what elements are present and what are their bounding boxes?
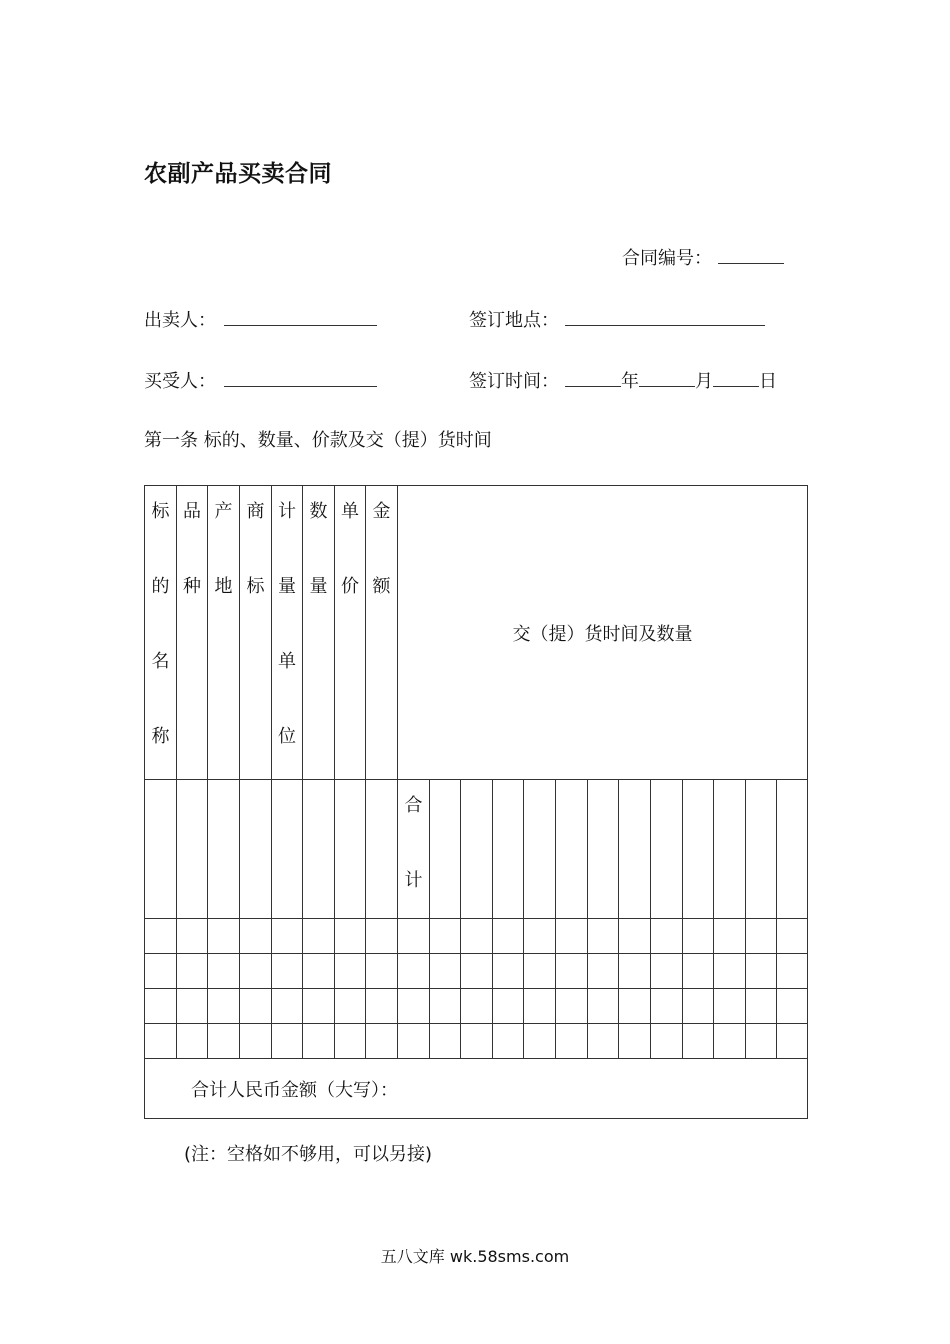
table-cell[interactable] (240, 989, 272, 1024)
subtotal-char: 合 (404, 795, 423, 816)
table-cell[interactable] (303, 1024, 335, 1059)
table-cell[interactable] (651, 919, 683, 954)
seller-blank (224, 309, 377, 326)
table-cell[interactable] (524, 989, 556, 1024)
document-title: 农副产品买卖合同 (144, 161, 332, 187)
header-char: 地 (214, 576, 233, 597)
table-cell (461, 780, 493, 919)
header-char: 名 (151, 651, 170, 672)
table-cell[interactable] (366, 954, 398, 989)
table-cell[interactable] (430, 989, 461, 1024)
delivery-time-quantity-header: 交（提）货时间及数量 (398, 486, 808, 780)
amount-header (366, 486, 398, 780)
table-cell[interactable] (588, 954, 619, 989)
header-char: 计 (278, 501, 296, 522)
table-cell[interactable] (145, 919, 177, 954)
header-char: 单 (341, 501, 359, 522)
table-note: (注：空格如不够用，可以另接) (184, 1144, 433, 1165)
table-cell[interactable] (335, 1024, 366, 1059)
table-subtotal-row (145, 780, 808, 919)
table-cell[interactable] (303, 919, 335, 954)
contract-number-field (622, 244, 784, 270)
signing-place-blank (565, 309, 765, 326)
trademark-header (240, 486, 272, 780)
day-blank (713, 370, 759, 387)
header-char: 量 (309, 576, 328, 597)
header-char: 位 (278, 726, 296, 747)
table-cell[interactable] (272, 954, 303, 989)
table-cell[interactable] (556, 954, 588, 989)
table-cell[interactable] (493, 954, 524, 989)
table-cell[interactable] (777, 919, 808, 954)
table-cell[interactable] (366, 989, 398, 1024)
header-char: 数 (309, 501, 328, 522)
month-label: 月 (695, 371, 713, 392)
unit-header (272, 486, 303, 780)
table-cell[interactable] (335, 989, 366, 1024)
table-cell[interactable] (746, 989, 777, 1024)
table-cell (366, 780, 398, 919)
table-cell[interactable] (366, 1024, 398, 1059)
buyer-blank (224, 370, 377, 387)
table-cell[interactable] (714, 919, 746, 954)
table-cell[interactable] (430, 954, 461, 989)
table-cell[interactable] (335, 954, 366, 989)
header-char: 的 (151, 576, 170, 597)
table-cell[interactable] (683, 989, 714, 1024)
subtotal-char: 计 (404, 870, 423, 891)
table-cell (714, 780, 746, 919)
header-char: 品 (183, 501, 201, 522)
total-amount-in-words-label: 合计人民币金额（大写）： (145, 1059, 808, 1119)
table-cell (493, 780, 524, 919)
table-cell[interactable] (303, 954, 335, 989)
table-cell[interactable] (398, 919, 430, 954)
subtotal-label (398, 780, 430, 919)
table-cell (651, 780, 683, 919)
origin-header (208, 486, 240, 780)
table-cell[interactable] (177, 989, 208, 1024)
year-blank (565, 370, 621, 387)
signing-time-field (469, 367, 777, 393)
table-cell[interactable] (430, 1024, 461, 1059)
table-row (145, 954, 808, 989)
variety-header (177, 486, 208, 780)
table-cell[interactable] (240, 919, 272, 954)
table-cell[interactable] (177, 1024, 208, 1059)
table-cell[interactable] (493, 1024, 524, 1059)
buyer-field (144, 367, 377, 393)
table-cell[interactable] (683, 1024, 714, 1059)
contract-number-blank (718, 247, 784, 264)
header-char: 商 (246, 501, 265, 522)
table-cell[interactable] (240, 954, 272, 989)
table-total-row (145, 1059, 808, 1119)
table-cell[interactable] (746, 1024, 777, 1059)
table-cell (777, 780, 808, 919)
table-cell[interactable] (145, 989, 177, 1024)
table-cell (303, 780, 335, 919)
header-char: 价 (341, 576, 359, 597)
header-char: 标 (151, 501, 170, 522)
table-cell[interactable] (524, 919, 556, 954)
table-cell (430, 780, 461, 919)
table-cell[interactable] (272, 1024, 303, 1059)
table-cell[interactable] (556, 989, 588, 1024)
table-cell[interactable] (366, 919, 398, 954)
year-label: 年 (621, 371, 639, 392)
table-cell[interactable] (556, 919, 588, 954)
table-cell[interactable] (398, 1024, 430, 1059)
table-cell[interactable] (430, 919, 461, 954)
table-row (145, 919, 808, 954)
table-cell (619, 780, 651, 919)
table-cell (746, 780, 777, 919)
table-cell[interactable] (208, 954, 240, 989)
table-cell[interactable] (208, 919, 240, 954)
table-cell[interactable] (619, 954, 651, 989)
table-cell[interactable] (556, 1024, 588, 1059)
table-cell[interactable] (588, 1024, 619, 1059)
table-cell (272, 780, 303, 919)
table-cell[interactable] (335, 919, 366, 954)
header-char: 种 (183, 576, 201, 597)
table-cell[interactable] (461, 919, 493, 954)
table-cell[interactable] (145, 954, 177, 989)
table-cell[interactable] (461, 989, 493, 1024)
table-cell[interactable] (524, 1024, 556, 1059)
header-char: 称 (151, 726, 170, 747)
table-cell[interactable] (651, 1024, 683, 1059)
table-cell[interactable] (145, 1024, 177, 1059)
quantity-header (303, 486, 335, 780)
table-cell[interactable] (714, 954, 746, 989)
table-cell[interactable] (588, 919, 619, 954)
table-cell[interactable] (651, 954, 683, 989)
table-cell[interactable] (272, 989, 303, 1024)
contract-number-label: 合同编号： (622, 248, 712, 269)
table-row (145, 1024, 808, 1059)
table-cell[interactable] (777, 1024, 808, 1059)
table-cell[interactable] (714, 989, 746, 1024)
unit-price-header (335, 486, 366, 780)
table-cell[interactable] (177, 954, 208, 989)
table-cell[interactable] (619, 919, 651, 954)
header-char: 金 (372, 501, 391, 522)
table-cell[interactable] (303, 989, 335, 1024)
seller-field (144, 306, 377, 332)
table-cell[interactable] (588, 989, 619, 1024)
footer-watermark: 五八文库 wk.58sms.com (380, 1247, 570, 1266)
table-cell[interactable] (461, 954, 493, 989)
table-cell[interactable] (651, 989, 683, 1024)
table-cell (524, 780, 556, 919)
table-cell[interactable] (777, 989, 808, 1024)
table-cell (588, 780, 619, 919)
table-cell[interactable] (240, 1024, 272, 1059)
table-cell[interactable] (683, 954, 714, 989)
table-cell[interactable] (524, 954, 556, 989)
table-cell[interactable] (683, 919, 714, 954)
table-cell (177, 780, 208, 919)
table-cell (683, 780, 714, 919)
table-cell[interactable] (619, 989, 651, 1024)
goods-table (144, 485, 808, 1119)
table-cell[interactable] (461, 1024, 493, 1059)
signing-place-field (469, 306, 765, 332)
header-char: 产 (214, 501, 233, 522)
table-cell[interactable] (493, 989, 524, 1024)
signing-place-label: 签订地点： (469, 310, 559, 331)
table-cell[interactable] (208, 1024, 240, 1059)
subject-name-header (145, 486, 177, 780)
table-cell[interactable] (746, 954, 777, 989)
table-cell[interactable] (493, 919, 524, 954)
table-cell[interactable] (746, 919, 777, 954)
table-cell (145, 780, 177, 919)
table-cell (556, 780, 588, 919)
article-1-heading: 第一条 标的、数量、价款及交（提）货时间 (144, 430, 492, 451)
table-cell[interactable] (714, 1024, 746, 1059)
seller-label: 出卖人： (144, 310, 216, 331)
day-label: 日 (759, 371, 777, 392)
table-cell[interactable] (398, 954, 430, 989)
buyer-label: 买受人： (144, 371, 216, 392)
table-cell[interactable] (777, 954, 808, 989)
table-cell (208, 780, 240, 919)
header-char: 标 (246, 576, 265, 597)
table-cell[interactable] (272, 919, 303, 954)
table-row (145, 989, 808, 1024)
header-char: 量 (278, 576, 296, 597)
month-blank (639, 370, 695, 387)
table-cell[interactable] (208, 989, 240, 1024)
table-cell (240, 780, 272, 919)
signing-time-label: 签订时间： (469, 371, 559, 392)
table-header-row (145, 486, 808, 780)
table-cell[interactable] (398, 989, 430, 1024)
table-cell[interactable] (619, 1024, 651, 1059)
header-char: 额 (372, 576, 391, 597)
header-char: 单 (278, 651, 296, 672)
table-cell (335, 780, 366, 919)
table-cell[interactable] (177, 919, 208, 954)
